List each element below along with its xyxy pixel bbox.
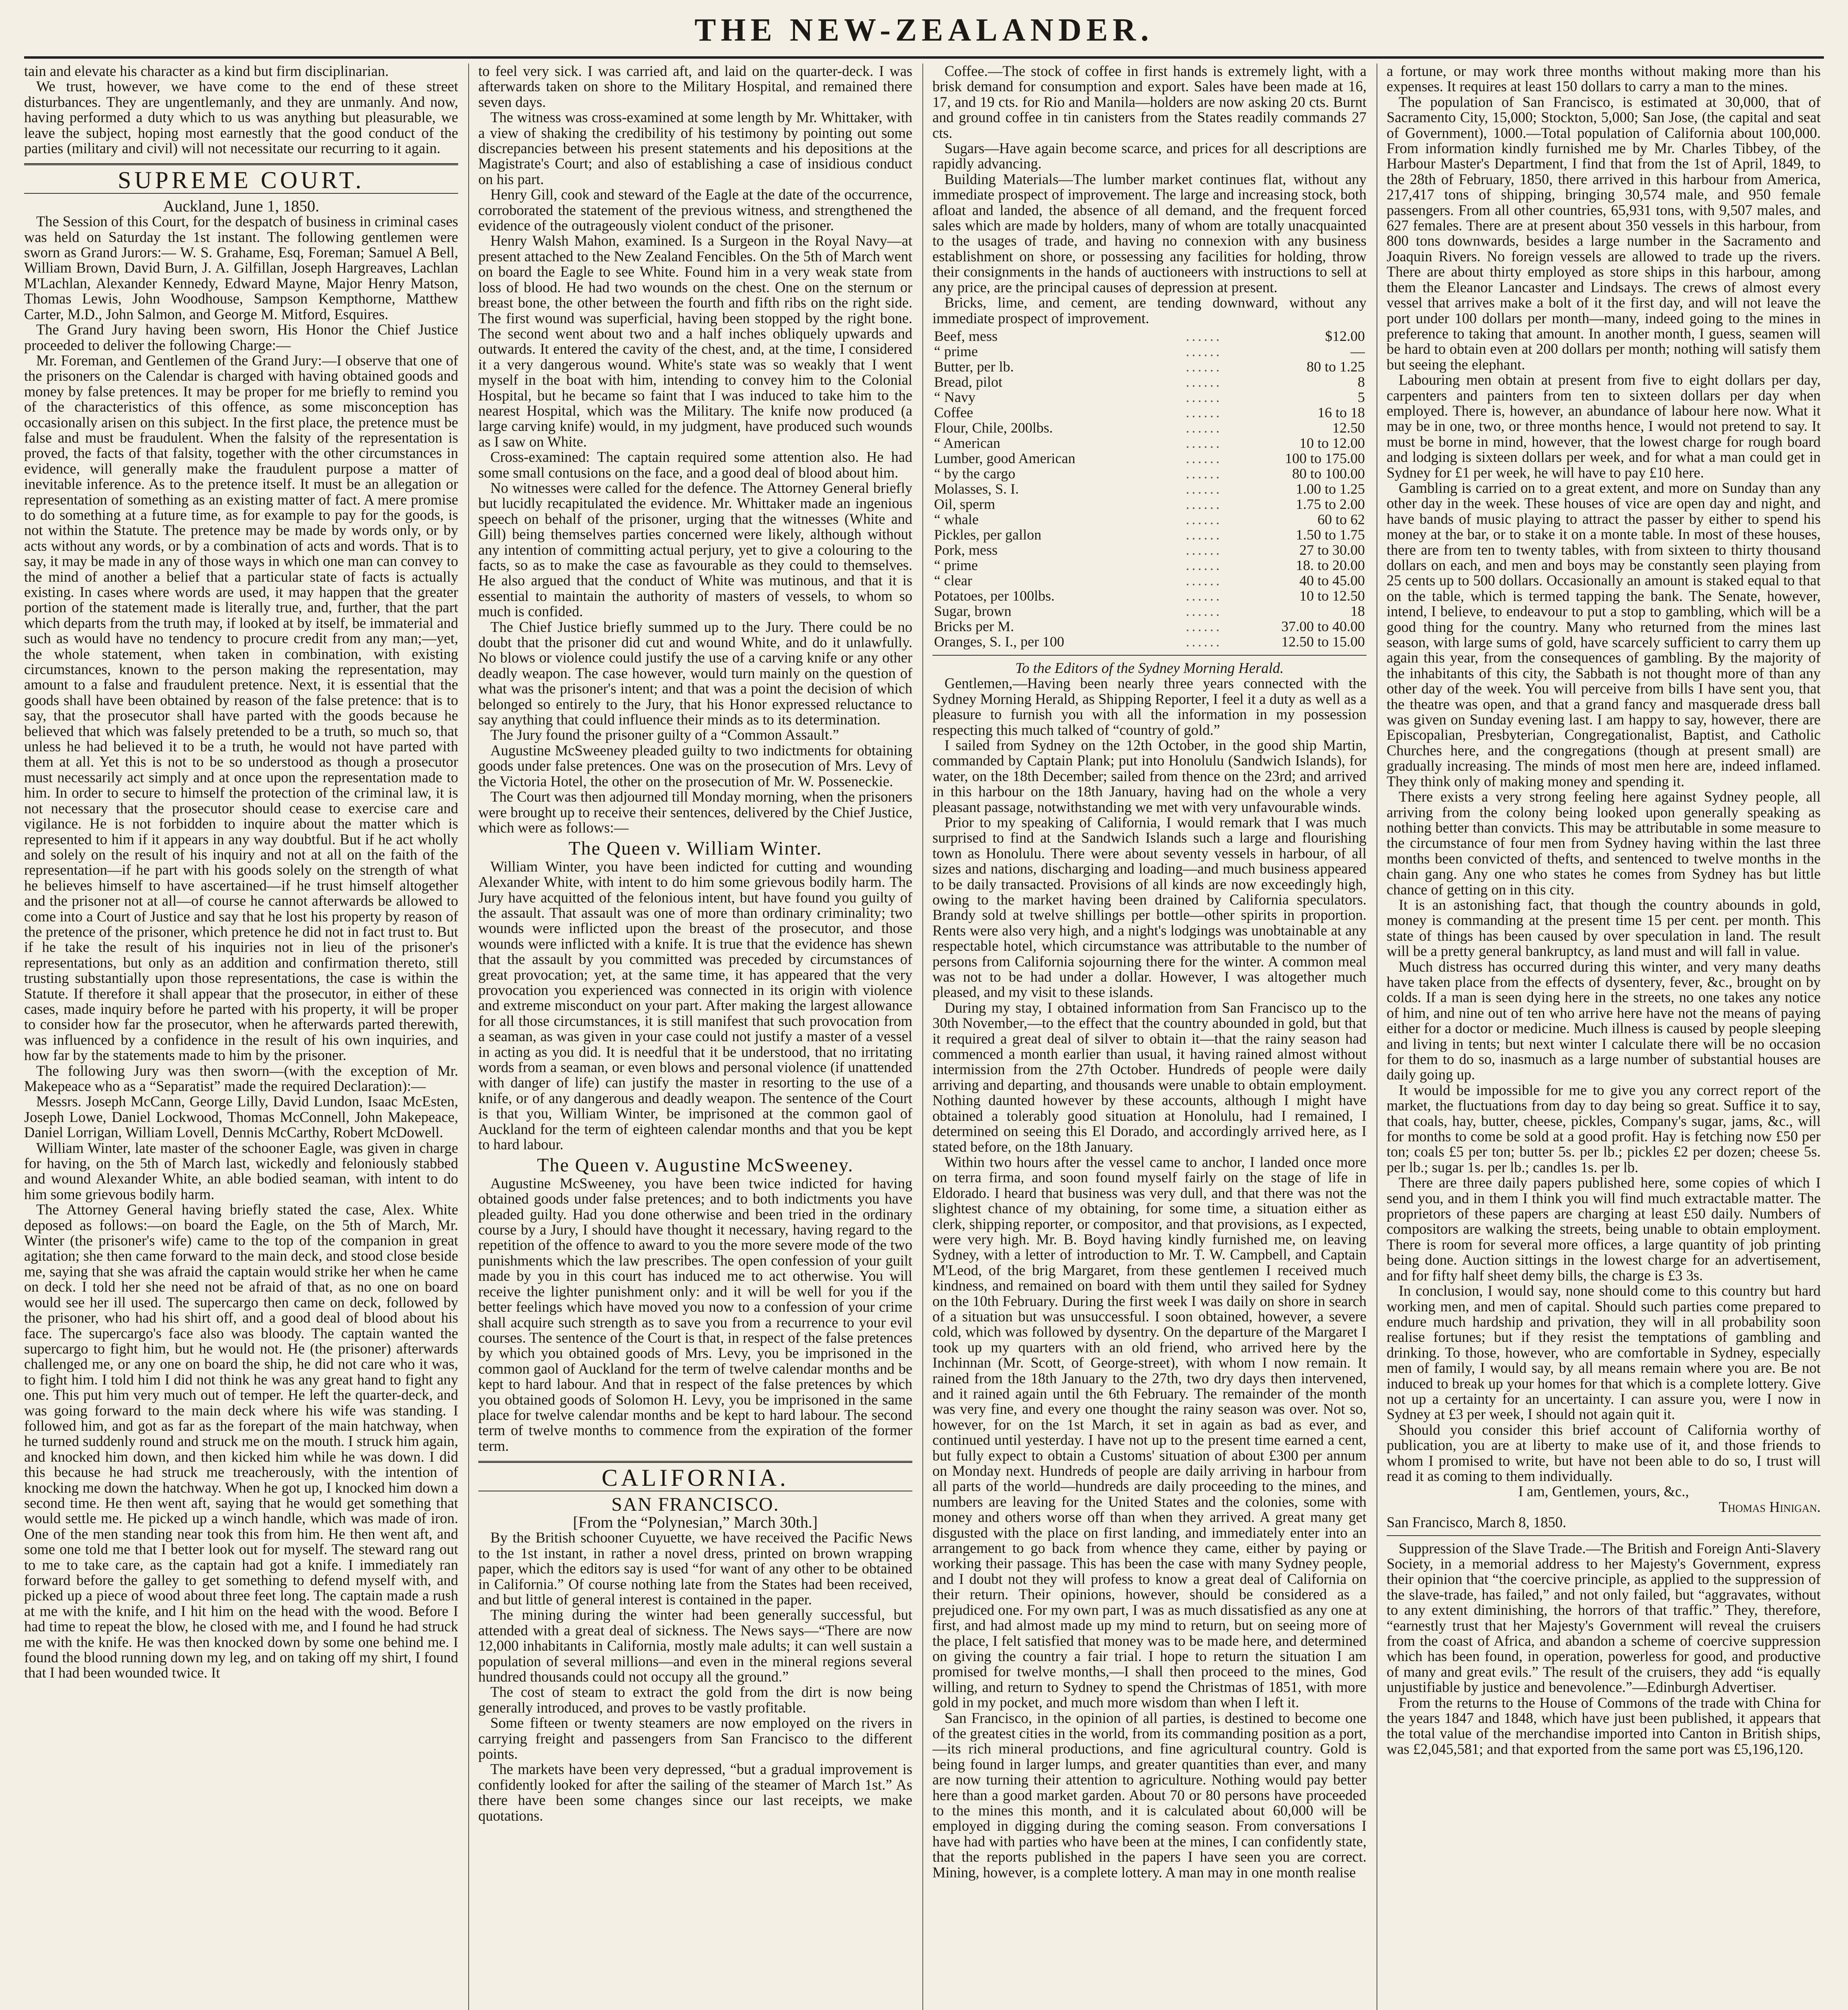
price-item: “ clear: [934, 572, 972, 589]
price-value: 16 to 18: [1317, 404, 1365, 420]
sf-para-4: Some fifteen or twenty steamers are now employed on the rivers in carrying freight and passengers from San Francisco to the different points.: [478, 1715, 912, 1762]
price-row: [932, 359, 1367, 374]
price-value: —: [1350, 343, 1365, 359]
leader-dots: ......: [1186, 557, 1222, 573]
col4-para-2: The population of San Francisco, is estimated at 30,000, that of Sacramento City, 15,000; Stockton, 5,000; San Jose, (the capital and seat of Government), 1000.—Total population of California about 100,000. From information kindly furnished me by Mr. Charles Tibbey, of the Harbour Master's Department, I find that from the 1st of April, 1849, to the 28th of February, 1850, there arrived in this harbour from America, 217,417 tons of shipping, bringing 30,574 male, and 950 female passengers. From all other countries, 65,931 tons, with 9,507 males, and 627 females. There are at present about 350 vessels in this harbour, from 800 tons downwards, besides a large number in the Sacramento and Joaquin Rivers. No foreign vessels are allowed to trade up the rivers. There are about thirty employed as store ships in this harbour, among them the Eleanor Lancaster and Lindsays. The crews of almost every vessel that arrives make a bolt of it the first day, and will not leave the port under 100 dollars per month—many, indeed going to the mines in preference to taking that amount. In another month, I guess, seamen will be hard to obtain even at 200 dollars per month; nothing will satisfy them but seeing the elephant.: [1387, 93, 1821, 373]
leader-dots: ......: [1186, 404, 1222, 420]
price-item: “ whale: [934, 511, 979, 527]
subhead-queen-v-winter: The Queen v. William Winter.: [568, 838, 822, 859]
col2-para-8: The Jury found the prisoner guilty of a “Common Assault.”: [490, 726, 839, 743]
leader-dots: ......: [1186, 511, 1222, 527]
china-trade-para: From the returns to the House of Commons of the trade with China for the years 1847 and 1848, which have just been published, it appears that the total value of the merchandise imported into Canton in British ships, was £2,045,581; and that exported from the same port was £5,196,120.: [1387, 1694, 1821, 1757]
leader-dots: ......: [1186, 587, 1222, 604]
section-rule: [24, 163, 458, 165]
court-para-2: The Grand Jury having been sworn, His Honor the Chief Justice proceeded to deliver the following Charge:—: [24, 321, 458, 353]
leader-dots: ......: [1186, 541, 1222, 558]
sf-para-5: The markets have been very depressed, “but a gradual improvement is confidently looked for after the sailing of the steamer of March 1st.” As there have been some changes since our last receipts, we make quotations.: [478, 1761, 912, 1824]
leader-dots: ......: [1186, 572, 1222, 589]
price-item: Potatoes, per 100lbs.: [934, 587, 1055, 604]
san-francisco-heading: SAN FRANCISCO.: [611, 1493, 779, 1515]
price-item: Bread, pilot: [934, 373, 1002, 390]
letter-para-2: I sailed from Sydney on the 12th October, in the good ship Martin, commanded by Captain Plank; put into Honolulu (Sandwich Islands), for water, on the 18th December; sailed from thence on the 23rd; and arrived in this harbour on the 18th January, having had on the whole a very pleasant passage, notwithstanding we met with very unfavourable winds.: [932, 736, 1367, 815]
leader-dots: ......: [1186, 450, 1222, 466]
price-value: 12.50 to 15.00: [1281, 633, 1365, 650]
masthead-rule: [24, 56, 1824, 59]
leader-dots: ......: [1186, 526, 1222, 543]
leader-dots: ......: [1186, 373, 1222, 390]
col2-para-4: Henry Walsh Mahon, examined. Is a Surgeon in the Royal Navy—at present attached to the New Zealand Fencibles. On the 5th of March went on board the Eagle to see White. Found him in a very weak state from loss of blood. He had two wounds on the chest. One on the sternum or breast bone, the other between the fourth and fifth ribs on the right side. The first wound was superficial, having been stopped by the right bone. The second went about two and a half inches obliquely upwards and outwards. It entered the cavity of the chest, and, at the time, I considered it a very dangerous wound. White's state was so weakly that I went myself in the boat with him, intending to convey him to the Colonial Hospital, but he became so faint that I was induced to take him to the nearest Hospital, which was the Military. The knife now produced (a large carving knife) would, in my judgment, have produced such wounds as I saw on White.: [478, 232, 912, 450]
col4-para-7: Much distress has occurred during this winter, and very many deaths have taken place from the effects of dysentery, fever, &c., brought on by colds. If a man is seen dying here in the streets, no one takes any notice of him, and nine out of ten who arrive here have not the means of paying either for a doctor or medicine. Much illness is caused by people sleeping and living in tents; but next winter I calculate there will be no occasion for them to do so, inasmuch as a large number of substantial houses are daily going up.: [1387, 958, 1821, 1083]
column-4: [1387, 64, 1821, 2010]
price-row: [932, 420, 1367, 435]
col2-para-9: Augustine McSweeney pleaded guilty to two indictments for obtaining goods under false pretences. One was on the prosecution of Mrs. Levy of the Victoria Hotel, the other on the prosecution of Mr. W. Posseneckie.: [478, 742, 912, 790]
court-para-5: Messrs. Joseph McCann, George Lilly, David Lundon, Isaac McEsten, Joseph Lowe, Daniel Lockwood, Thomas McConnell, John Makepeace, Daniel Lorrigan, William Lovell, Dennis McCarthy, Robert McDowell.: [24, 1093, 458, 1141]
col2-para-10: The Court was then adjourned till Monday morning, when the prisoners were brought up to receive their sentences, delivered by the Chief Justice, which were as follows:—: [478, 788, 912, 836]
letter-heading: To the Editors of the Sydney Morning Herald.: [1015, 659, 1284, 676]
price-item: Lumber, good American: [934, 450, 1076, 466]
col2-para-1: to feel very sick. I was carried aft, and laid on the quarter-deck. I was afterwards taken on shore to the Military Hospital, and remained there seven days.: [478, 64, 912, 110]
sf-para-2: The mining during the winter had been generally successful, but attended with a great deal of sickness. The News says—“There are now 12,000 inhabitants in California, mostly male adults; it can well sustain a population of several millions—and even in the mineral regions several hundred thousands could not occupy all the ground.”: [478, 1606, 912, 1685]
price-row: [932, 634, 1367, 649]
col4-para-10: In conclusion, I would say, none should come to this country but hard working men, and men of capital. Should such parties come prepared to endure much hardship and privation, they will in all probability soon realise fortunes; but if they resist the temptations of gambling and drinking. To those, however, who are comfortable in Sydney, especially men of family, I would say, by all means remain where you are. Be not induced to break up your homes for that which is a complete lottery. Give not up a certainty for an uncertainty. I can assure you, were I now in Sydney at £3 per week, I should not again quit it.: [1387, 1282, 1821, 1423]
col2-para-2: The witness was cross-examined at some length by Mr. Whittaker, with a view of shaking the credibility of his testimony by pointing out some discrepancies between his present statements and his depositions at the Magistrate's Court; and also of establishing a case of insidious conduct on his part.: [478, 109, 912, 187]
column-1: [24, 64, 458, 2010]
col4-para-8: It would be impossible for me to give you any correct report of the market, the fluctuations from day to day being so great. Suffice it to say, that coals, hay, butter, cheese, pickles, Company's sugar, jams, &c., will for months to come be sold at a good profit. Hay is fetching now £50 per ton; coals £5 per ton; butter 5s. per lb.; pickles £2 per dozen; cheese 5s. per lb.; sugar 1s. per lb.; candles 1s. per lb.: [1387, 1081, 1821, 1175]
price-value: 27 to 30.00: [1299, 541, 1365, 558]
leader-dots: ......: [1186, 389, 1222, 405]
column-3: [932, 64, 1367, 2010]
price-item: Oranges, S. I., per 100: [934, 633, 1064, 650]
col2-para-3: Henry Gill, cook and steward of the Eagle at the date of the occurrence, corroborated the statement of the previous witness, and strengthened the evidence of the outrageously violent conduct of the prisoner.: [478, 186, 912, 234]
california-heading: CALIFORNIA.: [601, 1464, 789, 1491]
column-divider: [468, 64, 469, 2010]
price-item: Bricks per M.: [934, 618, 1014, 634]
leader-dots: ......: [1186, 343, 1222, 359]
col4-para-6: It is an astonishing fact, that though the country abounds in gold, money is commanding at the present time 15 per cent. per month. This state of things has been caused by over speculation in land. The result will be a pretty general bankruptcy, as land must and will fall in value.: [1387, 896, 1821, 960]
price-row: [932, 527, 1367, 542]
price-item: “ prime: [934, 343, 978, 359]
price-row: [932, 344, 1367, 359]
letter-para-4: During my stay, I obtained information from San Francisco up to the 30th November,—to the effect that the country abounded in gold, but that it required a great deal of silver to obtain it—that the rainy season had commenced a month earlier than usual, it having rained almost without intermission from the 27th October. Hundreds of people were daily arriving and departing, and thousands were unable to obtain employment. Nothing daunted however by these accounts, although I might have obtained a tolerably good situation at Honolulu, had I remained, I determined on seeing this El Dorado, and accordingly arrived here, as I stated before, on the 18th January.: [932, 999, 1367, 1155]
price-value: 10 to 12.50: [1299, 587, 1365, 604]
price-row: [932, 390, 1367, 405]
court-dateline: Auckland, June 1, 1850.: [163, 197, 320, 215]
slave-trade-para: Suppression of the Slave Trade.—The British and Foreign Anti-Slavery Society, in a memorial address to her Majesty's Government, express their opinion that “the coercive principle, as applied to the suppression of the slave-trade, has failed,” and not only failed, but “aggravates, without to any extent diminishing, the horrors of that traffic.” They, therefore, “earnestly trust that her Majesty's Government will reveal the cruisers from the coast of Africa, and abandon a scheme of coercive suppression which has been found, in operation, powerless for good, and productive of many and great evils.” The result of the cruisers, they add “is equally unjustifiable by justice and benevolence.”—Edinburgh Advertiser.: [1387, 1540, 1821, 1696]
price-item: Butter, per lb.: [934, 358, 1014, 375]
article-rule: [1387, 1535, 1821, 1536]
price-item: “ by the cargo: [934, 465, 1016, 482]
price-value: 1.50 to 1.75: [1295, 526, 1365, 543]
price-row: [932, 466, 1367, 481]
price-item: Beef, mess: [934, 328, 998, 344]
price-row: [932, 558, 1367, 573]
col4-para-11: Should you consider this brief account of California worthy of publication, you are at liberty to make use of it, and those friends to whom I promised to write, but have not been able to do so, I trust will read it as coming to them individually.: [1387, 1421, 1821, 1484]
mcsweeney-sentence: Augustine McSweeney, you have been twice indicted for having obtained goods under false pretences; and to both indictments you have pleaded guilty. Had you done otherwise and been tried in the ordinary course by a Jury, I should have thought it necessary, having regard to the repetition of the offence to award to you the more severe mode of the two punishments which the law prescribes. The open confession of your guilt made by you in this court has induced me to act otherwise. You will receive the lighter punishment only: and it will be well for you if the better feelings which have moved you now to a confession of your crime shall acquire such strength as to save you from a recurrence to your evil courses. The sentence of the Court is that, in respect of the false pretences by which you obtained goods of Mrs. Levy, you be imprisoned in the common gaol of Auckland for the term of twelve calendar months and be kept to hard labour. And that in respect of the false pretences by which you obtained goods of Solomon H. Levy, you be imprisoned in the same place for twelve calendar months and be kept to hard labour. The second term of twelve months to commence from the expiration of the former term.: [478, 1175, 912, 1454]
letter-para-5: Within two hours after the vessel came to anchor, I landed once more on terra firma, and soon found myself fairly on the stage of life in Eldorado. I heard that business was very dull, and that there was not the slightest chance of my obtaining, for some time, a situation either as clerk, shipping reporter, or compositor, and that provisions, as I expected, were very high. Mr. B. Boyd having kindly furnished me, on leaving Sydney, with a letter of introduction to Mr. T. W. Campbell, and Captain M'Leod, of the brig Margaret, from these gentlemen I received much kindness, and remained on board with them until they sailed for Sydney on the 10th February. During the first week I was daily on shore in search of a situation but was unsuccessful. I soon obtained, however, a severe cold, which was followed by dysentry. On the departure of the Margaret I took up my quarters with an old friend, who arrived here by the Inchinnan (Mr. Scott, of George-street), with whom I now remain. It rained from the 18th January to the 27th, two dry days then intervened, and it rained again until the 6th February. The remainder of the month was very fine, and every one thought the rainy season was over. Not so, however, for on the 1st March, it set in again as bad as ever, and continued until yesterday. I have not up to the present time earned a cent, but fully expect to obtain a Customs' situation of about £300 per annum on Monday next. Hundreds of people are daily arriving in harbour from all parts of the world—hundreds are daily proceeding to the mines, and numbers are leaving for the United States and the colonies, some with money and others worse off than when they arrived. A great many get disgusted with the place on first landing, and immediately enter into an arrangement to go back from whence they came, either by paying or working their passage. This has been the case with many Sydney people, and I doubt not they will profess to know a great deal of California on their return. Their opinions, however, should be considered as a prejudiced one. For my own part, I was as much dissatisfied as any one at first, and had almost made up my mind to return, but on seeing more of the place, I felt satisfied that money was to be made here, and determined on giving the country a fair trial. I hope to return the situation I am promised for twelve months,—I shall then proceed to the mines, God willing, and return to Sydney to spend the Christmas of 1851, with more gold in my pocket, and much more wisdom than when I left it.: [932, 1153, 1367, 1711]
price-row: [932, 435, 1367, 451]
court-para-1: The Session of this Court, for the despatch of business in criminal cases was held on Saturday the 1st instant. The following gentlemen were sworn as Grand Jurors:— W. S. Grahame, Esq, Foreman; Samuel A Bell, William Brown, David Burn, J. A. Gilfillan, Joseph Hargreaves, Lachlan M'Lachlan, Alexander Kennedy, Edward Mayne, Major Henry Matson, Thomas Lewis, John Woodhouse, Sampson Kempthorne, Matthew Carter, M.D., John Salmon, and George M. Mitford, Esquires.: [24, 213, 458, 322]
court-para-6: William Winter, late master of the schooner Eagle, was given in charge for having, on the 5th of March last, wickedly and feloniously stabbed and wound Alexander White, an able bodied seaman, with intent to do him some grievous bodily harm.: [24, 1139, 458, 1202]
col4-para-3: Labouring men obtain at present from five to eight dollars per day, carpenters and painters from ten to sixteen dollars per day when employed. There is, however, an abundance of labour here now. What it may be in one, two, or three months hence, I would not pretend to say. It must be borne in mind, however, that the lowest charge for rough board and lodging is sixteen dollars per week, and for what a man could get in Sydney for £1 per week, he will have to pay £10 here.: [1387, 371, 1821, 481]
price-item: Sugar, brown: [934, 603, 1012, 619]
column-divider: [922, 64, 923, 2010]
supreme-court-heading: SUPREME COURT.: [117, 167, 365, 194]
court-para-4: The following Jury was then sworn—(with the exception of Mr. Makepeace who as a “Separatist” made the required Declaration):—: [24, 1062, 458, 1094]
price-row: [932, 619, 1367, 634]
price-value: 1.75 to 2.00: [1295, 496, 1365, 512]
letter-para-6: San Francisco, in the opinion of all parties, is destined to become one of the greatest cities in the world, from its commanding position as a port,—its rich mineral productions, and fine agricultural country. Gold is being found in larger lumps, and greater quantities than ever, and many are now turning their attention to agriculture. Nothing would pay better here than a good market garden. About 70 or 80 persons have proceeded to the mines this month, and it is calculated about 60,000 will be employed in digging during the coming season. From conversations I have had with parties who have been at the mines, I can confidently state, that the reports published in the papers I have seen you are correct. Mining, however, is a complete lottery. A man may in one month realise: [932, 1709, 1367, 1881]
subhead-queen-v-mcsweeney: The Queen v. Augustine McSweeney.: [537, 1155, 854, 1176]
price-row: [932, 451, 1367, 466]
price-row: [932, 542, 1367, 558]
price-value: $12.00: [1325, 328, 1365, 344]
col2-para-6: No witnesses were called for the defence. The Attorney General briefly but lucidly recapitulated the evidence. Mr. Whittaker made an ingenious speech on behalf of the prisoner, urging that the witnesses (White and Gill) being themselves parties concerned were likely, although without any intention of committing actual perjury, yet to give a colouring to the facts, so as to make the case as favourable as they could to themselves. He also argued that the conduct of White was mutinous, and that it is essential to maintain the authority of masters of vessels, to whom so much is confided.: [478, 479, 912, 620]
leader-dots: ......: [1186, 480, 1222, 497]
source-line: [From the “Polynesian,” March 30th.]: [573, 1513, 818, 1531]
building-materials-para: Building Materials—The lumber market continues flat, without any immediate prospect of improvement. The large and increasing stock, both afloat and landed, the absence of all demand, and the frequent forced sales which are made by holders, many of whom are totally unacquainted to the usages of trade, and having no connexion with any business establishment on shore, or possessing any facilities for holding, throw their consignments in the hands of auctioneers with instructions to sell at any price, are the principal causes of depression at present.: [932, 170, 1367, 295]
col4-para-4: Gambling is carried on to a great extent, and more on Sunday than any other day in the week. These houses of vice are open day and night, and have bands of music playing to attract the passer by either to spend his money at the bar, or to stake it on a monte table. In most of these houses, there are from ten to twenty tables, with from sixteen to thirty thousand dollars on each, and men and boys may be constantly seen playing from 25 cents up to 500 dollars. Occasionally an amount is staked equal to that on the table, which is termed tapping the bank. The Senate, however, intend, I believe, to endeavour to put a stop to gambling, which will be a good thing for the country. Many who returned from the mines last season, with large sums of gold, have scarcely sufficient to carry them up again this year, from the consequences of gambling. By the majority of the inhabitants of this city, the Sabbath is not thought more of than any other day of the week. You will perceive from bills I have sent you, that the theatre was open, and that a grand fancy and masquerade dress ball was given on Sunday evening last. I am happy to say, however, there are Episcopalian, Presbyterian, Congregationalist, Baptist, and Catholic Churches here, and the congregations (though at present small) are gradually increasing. The minds of most men here are, indeed inflamed. They think only of making money and spending it.: [1387, 479, 1821, 790]
col2-para-5: Cross-examined: The captain required some attention also. He had some small contusions on the face, and a good deal of blood about him.: [478, 449, 912, 481]
winter-sentence: William Winter, you have been indicted for cutting and wounding Alexander White, with intent to do him some grievous bodily harm. The Jury have acquitted of the felonious intent, but have found you guilty of the assault. That assault was one of more than ordinary criminality; two wounds were inflicted upon the breast of the prosecutor, and those wounds were inflicted with a knife. It is true that the evidence has shewn that the assault by you committed was preceded by circumstances of great provocation; yet, at the same time, it has appeared that the very provocation you experienced was connected in its origin with violence and extreme misconduct on your part. After making the largest allowance for all those circumstances, it is still manifest that such provocation from a seaman, as was given in your case could not justify a master of a vessel in acting as you did. It is needful that it be understood, that no irritating words from a seaman, or even blows and personal violence (if unattended with danger of life) can justify the master in resorting to the use of a knife, or of any dangerous and deadly weapon. The sentence of the Court is that you, William Winter, be imprisoned at the common gaol of Auckland for the term of eighteen calendar months and that you be kept to hard labour.: [478, 858, 912, 1153]
price-value: 18. to 20.00: [1295, 557, 1365, 573]
price-row: [932, 496, 1367, 512]
court-para-7: The Attorney General having briefly stated the case, Alex. White deposed as follows:—on board the Eagle, on the 5th of March, Mr. Winter (the prisoner's wife) came to the top of the companion in great agitation; she then came forward to the main deck, and stood close beside me, saying that she was afraid the captain would strike her when he came on deck. I told her she need not be afraid of that, as no one on board would see her ill used. The supercargo then came on deck, followed by the prisoner, who had his shirt off, and a good deal of blood about his face. The supercargo's face also was bloody. The captain wanted the supercargo to fight him, but he would not. He (the prisoner) afterwards challenged me, or any one on board the ship, he did not care who it was, to fight him. I told him I did not think he was any great hand to fight any one. This put him very much out of temper. He left the quarter-deck, and was going forward to the main deck where his wife was standing. I followed him, and got as far as the forepart of the main hatchway, when he turned suddenly round and struck me on the mouth. I struck him again, and knocked him down, and then kicked him while he was down. I did this because he had struck me treacherously, with the intention of knocking me down the hatchway. When he got up, I knocked him down a second time. He then went aft, saying that he would get something that would settle me. He picked up a winch handle, which was made of iron. One of the men standing near took this from him. He then went aft, and some one told me that I better look out for myself. The steward rang out to me to take care, as the captain had got a knife. I immediately ran forward before the galley to get something to defend myself with, and picked up a piece of wood about three feet long. The captain made a rush at me with the knife, and I hit him on the head with the wood. Before I had time to repeat the blow, he closed with me, and I found he had struck me with the knife. He was then knocked down by some one behind me. I found the blood running down my leg, and on taking off my shirt, I found that I had been wounded twice. It: [24, 1201, 458, 1681]
leader-dots: ......: [1186, 419, 1222, 436]
price-item: Pickles, per gallon: [934, 526, 1041, 543]
price-item: Molasses, S. I.: [934, 480, 1019, 497]
leader-dots: ......: [1186, 618, 1222, 634]
price-value: 12.50: [1332, 419, 1365, 436]
col2-para-7: The Chief Justice briefly summed up to the Jury. There could be no doubt that the prisoner did cut and wound White, and do it unlawfully. No blows or violence could justify the use of a carving knife or any other deadly weapon. The case however, would turn mainly on the question of what was the prisoner's intent; and that was a point the decision of which belonged so entirely to the Jury, that his Honor expressed reluctance to say anything that could influence their minds as to its determination.: [478, 618, 912, 728]
price-value: 40 to 45.00: [1299, 572, 1365, 589]
price-row: [932, 481, 1367, 496]
price-value: 8: [1358, 373, 1365, 390]
price-row: [932, 512, 1367, 527]
letter-para-3: Prior to my speaking of California, I would remark that I was much surprised to find at the Sandwich Islands such a large and flourishing town as Honolulu. There were about seventy vessels in harbour, of all sizes and nations, discharging and loading—and much business appeared to be daily transacted. Provisions of all kinds are now exceedingly high, owing to the market having been drained by California speculators. Brandy sold at twelve shillings per bottle—other spirits in proportion. Rents were also very high, and a night's lodgings was unobtainable at any respectable hotel, which circumstance was attributable to the number of persons from California sojourning there for the winter. A common meal was not to be had under a dollar. However, I was altogether much pleased, and my visit to these islands.: [932, 814, 1367, 1001]
sf-para-1: By the British schooner Cuyuette, we have received the Pacific News to the 1st instant, in rather a novel dress, printed on brown wrapping paper, which the editors say is used “for want of any other to be obtained in California.” Of course nothing late from the States had been received, and but little of general interest is contained in the paper.: [478, 1529, 912, 1608]
price-row: [932, 374, 1367, 390]
letter-signoff: I am, Gentlemen, yours, &c.,: [1518, 1483, 1689, 1500]
intro-para-1: tain and elevate his character as a kind but firm disciplinarian.: [24, 64, 389, 79]
price-item: Flour, Chile, 200lbs.: [934, 419, 1053, 436]
coffee-para: Coffee.—The stock of coffee in first hands is extremely light, with a brisk demand for consumption and export. Sales have been made at 16, 17, and 19 cts. for Rio and Manila—holders are now asking 20 cts. Burnt and ground coffee in tin canisters from the States readily commands 27 cts.: [932, 64, 1367, 141]
price-value: 5: [1358, 389, 1365, 405]
column-2: [478, 64, 912, 2010]
price-row: [932, 603, 1367, 619]
price-item: “ American: [934, 435, 1000, 451]
sf-para-3: The cost of steam to extract the gold from the dirt is now being generally introduced, and proves to be vastly profitable.: [478, 1684, 912, 1716]
price-value: 80 to 100.00: [1292, 465, 1365, 482]
col4-para-5: There exists a very strong feeling here against Sydney people, all arriving from the colony being looked upon generally speaking as nothing better than convicts. This may be attributable in some measure to the circumstance of four men from Sydney having within the last three months been convicted of thefts, and sentenced to twelve months in the chain gang. Any one who states he comes from Sydney has but little chance of getting on in this city.: [1387, 788, 1821, 898]
leader-dots: ......: [1186, 633, 1222, 650]
price-row: [932, 405, 1367, 420]
sugars-para: Sugars—Have again become scarce, and prices for all descriptions are rapidly advancing.: [932, 140, 1367, 172]
leader-dots: ......: [1186, 328, 1222, 344]
intro-para-2: We trust, however, we have come to the end of these street disturbances. They are ungentlemanly, and they are unmanly. And now, having performed a duty which to us was anything but pleasurable, we leave the subject, hoping most earnestly that the good conduct of the parties (military and civil) will not necessitate our recurring to it again.: [24, 78, 458, 157]
bricks-para: Bricks, lime, and cement, are tending downward, without any immediate prospect of improvement.: [932, 294, 1367, 326]
price-item: “ prime: [934, 557, 978, 573]
price-row: [932, 588, 1367, 603]
letter-para-1: Gentlemen,—Having been nearly three years connected with the Sydney Morning Herald, as Shipping Reporter, I feel it a duty as well as a pleasure to furnish you with all the information in my possession respecting this much talked of “country of gold.”: [932, 675, 1367, 738]
price-item: “ Navy: [934, 389, 975, 405]
price-item: Pork, mess: [934, 541, 998, 558]
price-item: Oil, sperm: [934, 496, 995, 512]
price-value: 1.00 to 1.25: [1295, 480, 1365, 497]
col4-para-9: There are three daily papers published here, some copies of which I send you, and in them I think you will find much extractable matter. The proprietors of these papers are charging at least £50 daily. Numbers of compositors are walking the streets, being unable to obtain employment. There is room for several more offices, a large quantity of job printing being done. Auction sittings in the lowest charge for an advertisement, and for fifty half sheet demy bills, the charge is £3 3s.: [1387, 1174, 1821, 1284]
price-value: 60 to 62: [1317, 511, 1365, 527]
leader-dots: ......: [1186, 603, 1222, 619]
letter-signature: Thomas Hinigan.: [1719, 1498, 1821, 1515]
price-value: 100 to 175.00: [1285, 450, 1365, 466]
price-row: [932, 328, 1367, 344]
letter-date: San Francisco, March 8, 1850.: [1387, 1514, 1567, 1531]
leader-dots: ......: [1186, 435, 1222, 451]
leader-dots: ......: [1186, 465, 1222, 482]
price-value: 37.00 to 40.00: [1281, 618, 1365, 634]
section-rule: [478, 1461, 912, 1463]
price-value: 18: [1350, 603, 1365, 619]
court-para-3: Mr. Foreman, and Gentlemen of the Grand Jury:—I observe that one of the prisoners on the Calendar is charged with having obtained goods and money by false pretences. It may be proper for me briefly to remind you of the characteristics of this offence, as some misconception has occasionally arisen on this subject. In the first place, the pretence must be false and must be fraudulent. When the falsity of the representation is proved, the facts of that falsity, together with the other circumstances in evidence, will generally make the fraudulent purpose a matter of inevitable inference. As to the pretence itself. It must be an allegation or representation of something as an existing matter of fact. A mere promise to do something at a future time, as for example to pay for the goods, is not within the Statute. The pretence may be made by words only, or by acts without any words, or by a combination of acts and words. That is to say, it may be made in any of those ways in which one man can convey to the mind of another a belief that a particular state of facts is actually existing. In cases where words are used, it may happen that the greater portion of the statement made is literally true, and, further, that the part which departs from the truth may, if looked at by itself, be immaterial and such as would have no tendency to procure credit from any man;—yet, the whole statement, when taken in combination, with existing circumstances, known to the person making the representation, may amount to a false and fraudulent pretence. Next, it is essential that the goods shall have been obtained by reason of the false pretence: that is to say, that the prosecutor shall have parted with the goods because he believed that which was falsely pretended to be a truth, so much so, that unless he had believed it to be a truth, he would not have parted with them at all. Yet this is not to be so understood as though a prosecutor must necessarily act simply and at once upon the representation made to him. In order to secure to himself the protection of the criminal law, it is not necessary that the prosecutor should cease to exercise care and vigilance. He is not forbidden to inquire about the matter which is represented to him if it appears in any way doubtful. But if he act wholly and solely on the result of his inquiry and not at all on the faith of the representation—if he part with his goods solely on the strength of what he believes himself to have ascertained—if he trust himself altogether and the prisoner not at all—of course he cannot afterwards be allowed to come into a Court of Justice and say that he lost his property by reason of the pretence of the prisoner, which pretence he did not in fact trust to. But if he take the result of his inquiries not in lieu of the prisoner's representations, but only as an addition and confirmation thereto, still trusting substantially upon those representations, the case is within the Statute. If therefore it shall appear that the prosecutor, in either of these cases, made inquiry before he parted with his property, it will be proper to consider how far the prosecutor, when he afterwards parted therewith, was influenced by a confidence in the result of his own inquiries, and how far by the statements made to him by the prisoner.: [24, 352, 458, 1064]
leader-dots: ......: [1186, 358, 1222, 375]
price-row: [932, 573, 1367, 588]
table-rule: [932, 655, 1367, 656]
price-value: 10 to 12.00: [1299, 435, 1365, 451]
price-value: 80 to 1.25: [1306, 358, 1365, 375]
price-table: [932, 328, 1367, 649]
masthead: THE NEW-ZEALANDER.: [694, 12, 1154, 48]
col4-para-1: a fortune, or may work three months without making more than his expenses. It requires at least 150 dollars to carry a man to the mines.: [1387, 64, 1821, 95]
leader-dots: ......: [1186, 496, 1222, 512]
price-item: Coffee: [934, 404, 973, 420]
